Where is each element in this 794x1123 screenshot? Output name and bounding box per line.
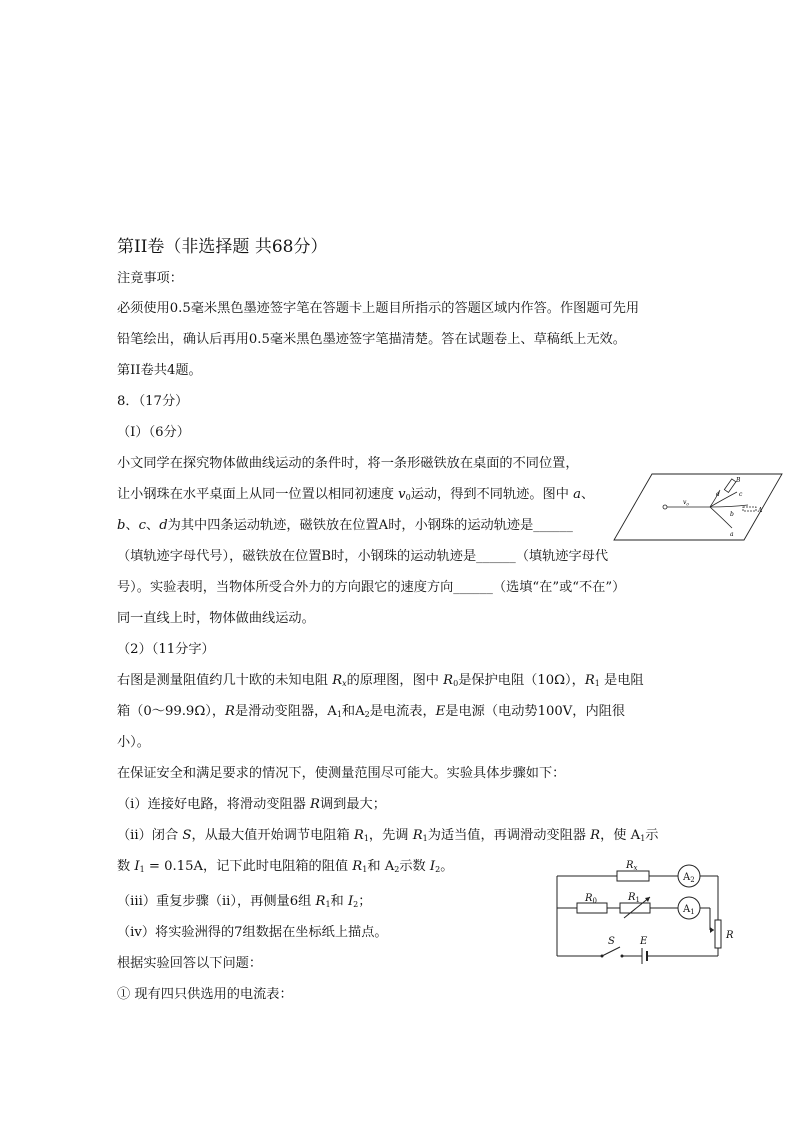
math-R: R xyxy=(315,894,326,909)
text: （ii）闭合 xyxy=(117,828,183,843)
text: ； xyxy=(358,894,372,909)
step-4: （iv）将实验洲得的7组数据在坐标纸上描点。 xyxy=(117,925,388,940)
trajectory-a xyxy=(710,507,732,528)
text: 和 A xyxy=(367,859,395,874)
part-1-line-5: 号）。实验表明，当物体所受合外力的方向跟它的速度方向______（选填“在”或“不在”） xyxy=(117,580,626,595)
part-1-line-2 xyxy=(117,486,594,507)
label-B: B xyxy=(736,477,741,484)
text: （iii）重复步骤（ii），再侧量6组 xyxy=(117,894,316,909)
subscript: 0 xyxy=(405,493,411,502)
subscript: 1 xyxy=(422,834,428,843)
switch-pivot xyxy=(601,955,604,958)
subscript: 2 xyxy=(394,865,400,874)
label-a: a xyxy=(730,531,734,538)
subscript: 1 xyxy=(336,710,342,719)
text: 是电流表， xyxy=(369,704,436,719)
part-1-line-3 xyxy=(117,517,573,535)
math-I: I xyxy=(429,859,436,874)
label-d: d xyxy=(716,491,720,498)
magnet-A-shape xyxy=(743,507,756,511)
math-d: d xyxy=(159,518,168,533)
magnet-B-shape xyxy=(724,479,736,493)
text: 示数 xyxy=(399,859,430,874)
label-a2: $A_2$ xyxy=(683,872,695,884)
notice-heading: 注竟事项： xyxy=(117,271,183,286)
text: （i）连接好电路，将滑动变阻器 xyxy=(117,797,311,812)
notice-line-2: 铅笔绘出，确认后再用0.5毫米黑色墨迹签字笔描清楚。答在试题卷上、草稿纸上无效。 xyxy=(117,332,626,347)
label-rx: $R_x$ xyxy=(626,860,638,872)
text: 的原理图，图中 xyxy=(346,673,444,688)
text: 为其中四条运动轨迹，磁铁放在位置A时，小钢珠的运动轨迹是______ xyxy=(167,518,573,533)
text: 示 xyxy=(645,828,659,843)
part-1-line-1: 小文同学在探究物体做曲线运动的条件时，将一条形磁铁放在桌面的不同位置， xyxy=(117,456,579,471)
text: 调到最大； xyxy=(319,797,386,812)
v0-label: $v_0$ xyxy=(683,499,689,507)
part-2-line-6: ① 现有四只供选用的电流表： xyxy=(117,987,293,1002)
part-1-header: （I）（6分） xyxy=(117,425,190,440)
math-E: E xyxy=(435,704,446,719)
step-1 xyxy=(117,796,386,814)
text: 是电源（电动势100V，内阻很 xyxy=(445,704,626,719)
text: 为适当值，再调滑动变阻器 xyxy=(427,828,591,843)
label-a1: $A_1$ xyxy=(683,904,695,916)
subscript: 1 xyxy=(139,865,145,874)
text: 运动，得到不同轨迹。图中 xyxy=(410,487,574,502)
text: 。 xyxy=(440,859,454,874)
switch-s xyxy=(602,947,620,956)
label-s: S xyxy=(608,936,615,947)
text: 和 xyxy=(330,894,348,909)
subscript: 1 xyxy=(325,900,331,909)
trajectory-c xyxy=(710,492,737,507)
start-point xyxy=(663,505,667,509)
subscript: 1 xyxy=(594,679,600,688)
label-e: E xyxy=(640,936,648,947)
notice-line-3: 第II卷共4题。 xyxy=(117,363,202,378)
variable-arrow-head xyxy=(645,897,650,902)
text: 是电阻 xyxy=(599,673,644,688)
notice-line-1: 必须使用0.5毫米黑色墨迹签字笔在答题卡上题目所指示的答题区域内作答。作图题可先用 xyxy=(117,301,640,316)
math-R: R xyxy=(352,859,363,874)
text: 、 xyxy=(125,518,139,533)
circuit-diagram xyxy=(550,856,745,968)
slider-arrow-head xyxy=(710,927,714,933)
subscript: 1 xyxy=(363,834,369,843)
text: 右图是测量阻值约几十欧的未知电阻 xyxy=(117,673,333,688)
label-b: b xyxy=(730,511,734,518)
text: ，从最大值开始调节电阻箱 xyxy=(191,828,354,843)
math-I: I xyxy=(134,859,140,874)
step-2 xyxy=(117,827,658,848)
part-2-line-4: 在保证安全和满足要求的情况下，使测量范围尽可能大。实验具体步骤如下： xyxy=(117,766,566,781)
subscript: x xyxy=(342,679,347,688)
text: 数 xyxy=(117,859,135,874)
rheostat-r xyxy=(715,920,721,948)
part-1-line-4: （填轨迹字母代号），磁铁放在位置B时，小钢珠的运动轨迹是______（填轨迹字母代 xyxy=(117,549,609,564)
label-r0: $R_0$ xyxy=(585,893,597,905)
part-2-line-2 xyxy=(117,703,625,724)
label-r1: $R_1$ xyxy=(628,892,640,904)
math-R: R xyxy=(590,828,601,843)
math-R: R xyxy=(443,673,454,688)
text: 、 xyxy=(581,487,595,502)
math-S: S xyxy=(182,828,192,843)
part-2-header: （2）（11分字） xyxy=(117,642,215,657)
subscript: 1 xyxy=(362,865,368,874)
section-title: 第II卷（非选择题 共68分） xyxy=(117,237,328,257)
math-a: a xyxy=(573,487,582,502)
subscript: 2 xyxy=(435,865,441,874)
text: 和A xyxy=(341,704,365,719)
part-2-line-3: 小）。 xyxy=(117,735,150,750)
resistor-rx xyxy=(617,871,649,881)
label-r: R xyxy=(726,930,734,941)
math-v: v xyxy=(398,487,406,502)
subscript: 2 xyxy=(364,710,370,719)
math-R: R xyxy=(584,673,595,688)
text: 是滑动变阻器，A xyxy=(234,704,337,719)
text: 箱（0～99.9Ω）， xyxy=(117,704,226,719)
math-R: R xyxy=(225,704,235,719)
trajectory-figure xyxy=(612,470,784,542)
math-R: R xyxy=(332,673,343,688)
step-3 xyxy=(117,893,371,914)
text: ，使 A xyxy=(600,828,641,843)
part-1-line-6: 同一直线上时，物体做曲线运动。 xyxy=(117,611,315,626)
step-2-cont xyxy=(117,858,453,879)
text: = 0.15A，记下此时电阻箱的阻值 xyxy=(144,859,353,874)
math-b: b xyxy=(117,518,126,533)
label-A: A xyxy=(758,507,763,514)
math-R: R xyxy=(310,797,320,812)
math-c: c xyxy=(138,518,147,533)
math-R: R xyxy=(412,828,423,843)
text: 让小钢珠在水平桌面上从同一位置以相同初速度 xyxy=(117,487,399,502)
question-8-header: 8．（17分） xyxy=(117,394,189,409)
label-c: c xyxy=(739,491,743,498)
part-2-line-5: 根据实验回答以下问题： xyxy=(117,956,263,971)
text: 是保护电阻（10Ω）， xyxy=(458,673,585,688)
trajectory-b xyxy=(710,505,748,507)
math-I: I xyxy=(347,894,354,909)
subscript: 1 xyxy=(640,834,646,843)
text: ，先调 xyxy=(368,828,413,843)
switch-contact xyxy=(621,955,624,958)
subscript: 0 xyxy=(453,679,459,688)
math-R: R xyxy=(353,828,364,843)
text: 、 xyxy=(146,518,160,533)
subscript: 2 xyxy=(353,900,359,909)
part-2-line-1 xyxy=(117,672,644,693)
resistor-box-r1 xyxy=(620,903,650,913)
